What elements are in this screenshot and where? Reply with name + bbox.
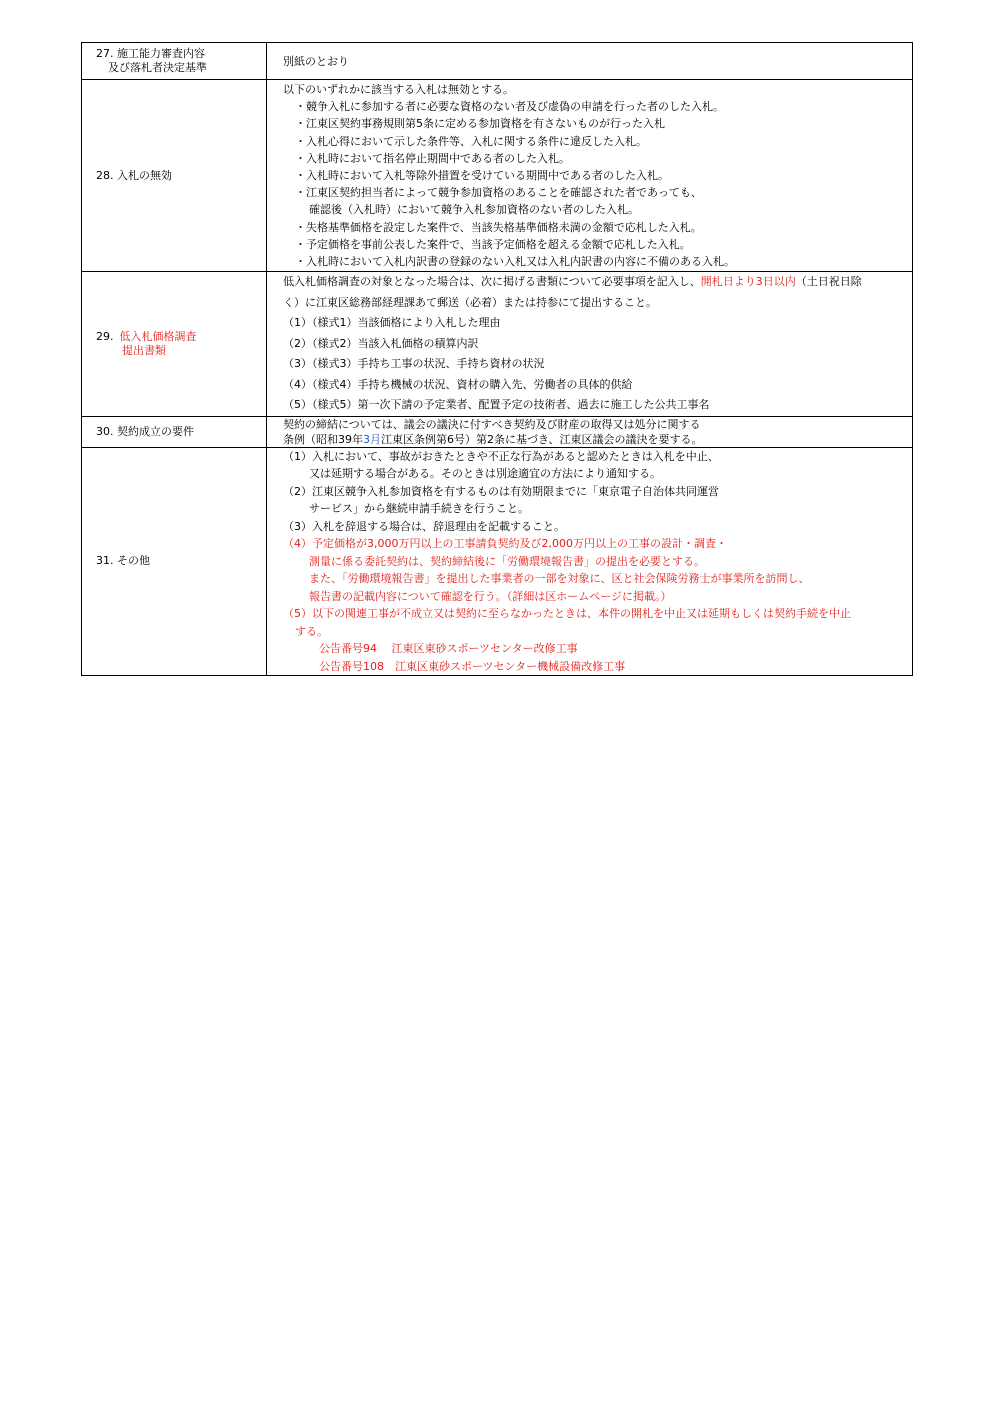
- row-29-line-1-b: （土日祝日除: [795, 275, 862, 289]
- row-31-item-2-cont: サービス」から継続申請手続きを行うこと。: [309, 502, 529, 516]
- row-31-notice-94: 公告番号94 江東区東砂スポーツセンター改修工事: [319, 642, 578, 656]
- row-29-item-1: （1）（様式1）当該価格により入札した理由: [283, 316, 501, 330]
- row-29-item-4: （4）（様式4）手持ち機械の状況、資材の購入先、労働者の具体的供給: [283, 377, 633, 391]
- row-30-month: 3月: [363, 432, 381, 446]
- row-31-item-4-cont-2: また、「労働環境報告書」を提出した事業者の一部を対象に、区と社会保険労務士が事業所を訪問し、: [309, 572, 810, 586]
- row-31-label: 31. その他: [82, 447, 267, 676]
- row-31-item-3: （3）入札を辞退する場合は、辞退理由を記載すること。: [283, 519, 565, 533]
- row-29-line-2: く）に江東区総務部経理課あて郵送（必着）または持参にて提出すること。: [283, 295, 657, 309]
- row-31-notice-108: 公告番号108 江東区東砂スポーツセンター機械設備改修工事: [319, 659, 626, 673]
- row-29-item-2: （2）（様式2）当該入札価格の積算内訳: [283, 336, 479, 350]
- row-28-line-1: 以下のいずれかに該当する入札は無効とする。: [283, 83, 514, 96]
- row-28-line-2: ・競争入札に参加する者に必要な資格のない者及び虚偽の申請を行った者のした入札。: [295, 100, 724, 114]
- row-30-line-2-b: 江東区条例第6号）第2条に基づき、江東区議会の議決を要する。: [381, 432, 703, 446]
- row-29-item-5: （5）（様式5）第一次下請の予定業者、配置予定の技術者、過去に施工した公共工事名: [283, 398, 710, 412]
- row-28-line-10: ・予定価格を事前公表した案件で、当該予定価格を超える金額で応札した入札。: [295, 237, 691, 251]
- table-row-31: [82, 447, 913, 676]
- row-29-line-1: [283, 272, 912, 293]
- row-30-line-2: [283, 432, 912, 447]
- conditions-table: [81, 42, 913, 676]
- row-30-line-2-a: 条例（昭和39年: [283, 432, 363, 446]
- row-29-body: [267, 272, 913, 417]
- row-28-body: [267, 80, 913, 272]
- row-29-label-line-2: 提出書類: [122, 343, 166, 357]
- row-31-item-2: （2）江東区競争入札参加資格を有するものは有効期限までに「東京電子自治体共同運営: [283, 484, 719, 498]
- row-29-label-title: 低入札価格調査: [119, 329, 197, 343]
- row-28-line-4: ・入札心得において示した条件等、入札に関する条件に違反した入札。: [295, 134, 647, 148]
- row-31-item-4: （4）予定価格が3,000万円以上の工事請負契約及び2,000万円以上の工事の設計・調査・: [283, 537, 727, 551]
- row-28-line-3: ・江東区契約事務規則第5条に定める参加資格を有さないものが行った入札: [295, 117, 665, 131]
- row-28-label: 28. 入札の無効: [82, 80, 267, 272]
- row-27-text: 別紙のとおり: [283, 54, 349, 68]
- row-30-line-1: 契約の締結については、議会の議決に付すべき契約及び財産の取得又は処分に関する: [283, 417, 701, 431]
- row-31-item-5-cont: する。: [295, 624, 328, 638]
- table-row-28: [82, 80, 913, 272]
- row-28-line-7: ・江東区契約担当者によって競争参加資格のあることを確認された者であっても、: [295, 186, 702, 200]
- row-28-line-8: 確認後（入札時）において競争入札参加資格のない者のした入札。: [309, 203, 639, 217]
- row-31-item-1: （1）入札において、事故がおきたときや不正な行為があると認めたときは入札を中止、: [283, 449, 719, 463]
- row-30-body: [267, 416, 913, 447]
- row-27-label-line-1: 27. 施工能力審査内容: [96, 47, 205, 60]
- row-31-body: [267, 447, 913, 676]
- table-row-30: [82, 416, 913, 447]
- row-31-item-5: （5）以下の関連工事が不成立又は契約に至らなかったときは、本件の開札を中止又は延期もしくは契約手続を中止: [283, 607, 851, 621]
- row-27-label-line-2: 及び落札者決定基準: [108, 61, 207, 74]
- row-29-label-number: 29.: [96, 329, 114, 343]
- row-29-label-line-1: [96, 330, 266, 344]
- row-29-line-1-a: 低入札価格調査の対象となった場合は、次に掲げる書類について必要事項を記入し、: [283, 275, 701, 289]
- row-28-line-5: ・入札時において指名停止期間中である者のした入札。: [295, 151, 570, 165]
- row-27-body: [267, 43, 913, 80]
- row-27-label: [82, 43, 267, 80]
- row-28-line-11: ・入札時において入札内訳書の登録のない入札又は入札内訳書の内容に不備のある入札。: [295, 255, 735, 269]
- row-31-item-1-cont: 又は延期する場合がある。そのときは別途適宜の方法により通知する。: [309, 467, 661, 481]
- row-28-line-6: ・入札時において入札等除外措置を受けている期間中である者のした入札。: [295, 169, 669, 183]
- row-30-label: 30. 契約成立の要件: [82, 416, 267, 447]
- row-28-line-9: ・失格基準価格を設定した案件で、当該失格基準価格未満の金額で応札した入札。: [295, 220, 702, 234]
- row-29-item-3: （3）（様式3）手持ち工事の状況、手持ち資材の状況: [283, 357, 545, 371]
- row-31-item-4-cont-1: 測量に係る委託契約は、契約締結後に「労働環境報告書」の提出を必要とする。: [309, 554, 705, 568]
- conditions-table-page: [81, 42, 913, 676]
- table-row-29: [82, 272, 913, 417]
- table-row-27: [82, 43, 913, 80]
- row-31-item-4-cont-3: 報告書の記載内容について確認を行う。（詳細は区ホームページに掲載。）: [309, 589, 672, 603]
- row-29-deadline: 開札日より3日以内: [700, 275, 796, 289]
- row-29-label: [82, 272, 267, 417]
